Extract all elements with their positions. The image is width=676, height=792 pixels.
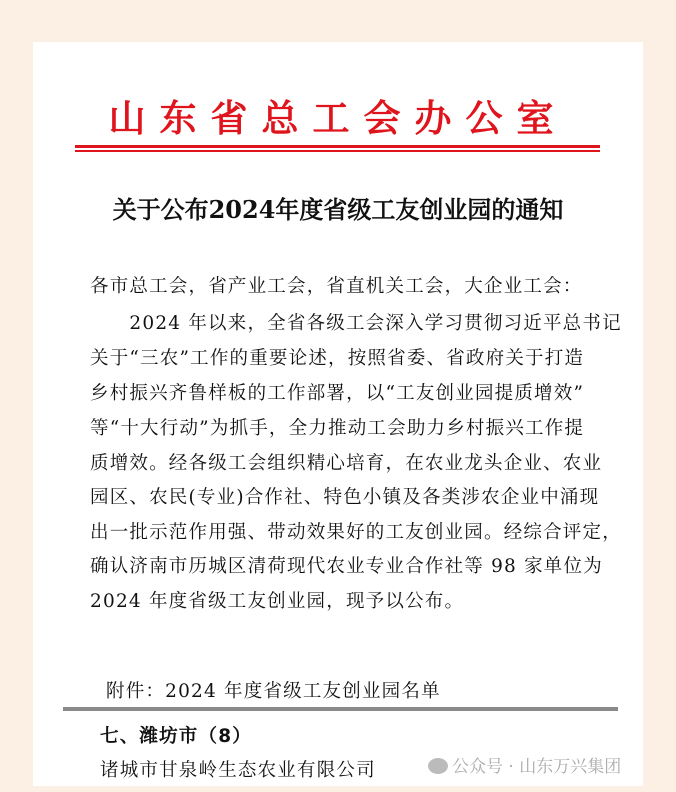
wechat-icon bbox=[428, 758, 448, 774]
watermark bbox=[428, 752, 621, 777]
list-item: 诸城市甘泉岭生态农业有限公司 bbox=[100, 760, 376, 781]
body-line: 出一批示范作用强、带动效果好的工友创业园。经综合评定， bbox=[90, 522, 622, 543]
gray-divider bbox=[63, 707, 618, 711]
watermark-text: 公众号 · 山东万兴集团 bbox=[452, 757, 622, 777]
issuing-organization: 山东省总工会办公室 bbox=[108, 97, 568, 140]
body-line: 质增效。经各级工会组织精心培育，在农业龙头企业、农业 bbox=[90, 453, 603, 474]
attachment-note: 附件：2024 年度省级工友创业园名单 bbox=[106, 681, 441, 702]
red-divider-thin bbox=[75, 150, 600, 152]
body-line: 乡村振兴齐鲁样板的工作部署，以“工友创业园提质增效” bbox=[90, 383, 585, 404]
red-divider bbox=[75, 145, 600, 148]
salutation: 各市总工会，省产业工会，省直机关工会，大企业工会： bbox=[90, 276, 583, 297]
body-line: 等“十大行动”为抓手，全力推动工会助力乡村振兴工作提 bbox=[90, 418, 585, 439]
notice-title: 关于公布2024年度省级工友创业园的通知 bbox=[112, 195, 564, 224]
body-line: 关于“三农”工作的重要论述，按照省委、省政府关于打造 bbox=[90, 348, 585, 369]
body-line: 2024 年以来，全省各级工会深入学习贯彻习近平总书记 bbox=[90, 313, 622, 334]
list-section-heading: 七、潍坊市（8） bbox=[100, 726, 252, 747]
body-line: 2024 年度省级工友创业园，现予以公布。 bbox=[90, 591, 465, 612]
body-line: 园区、农民(专业)合作社、特色小镇及各类涉农企业中涌现 bbox=[90, 487, 600, 508]
body-line: 确认济南市历城区清荷现代农业专业合作社等 98 家单位为 bbox=[90, 556, 603, 577]
